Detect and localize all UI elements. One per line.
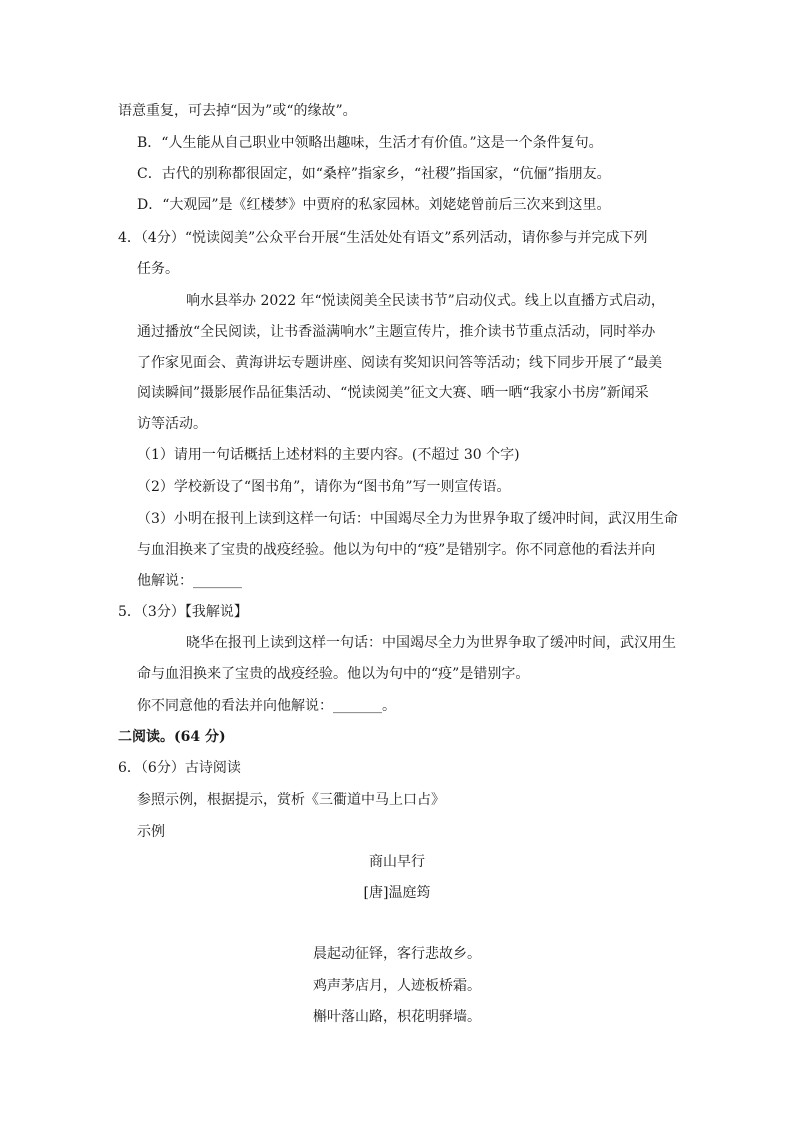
poem-line-2: 鸡声茅店月，人迹板桥霜。	[313, 978, 481, 994]
option-d: D．“大观园”是《红楼梦》中贾府的私家园林。刘姥姥曾前后三次来到这里。	[137, 197, 611, 213]
material-para-line-4: 阅读瞬间”摄影展作品征集活动、“悦读阅美”征文大赛、晒一晒“我家小书房”新闻采	[137, 385, 649, 401]
material-para-line-5: 访等活动。	[137, 416, 207, 432]
sub-question-2: （2）学校新设了“图书角”，请你为“图书角”写一则宣传语。	[137, 479, 511, 495]
sub-question-1: （1）请用一句话概括上述材料的主要内容。(不超过 30 个字)	[137, 447, 520, 463]
question-5-title: 5．（3分）【我解说】	[118, 604, 248, 620]
question-5-para-line-1: 晓华在报刊上读到这样一句话：中国竭尽全力为世界争取了缓冲时间，武汉用生	[186, 635, 676, 651]
question-5-para-line-2: 命与血泪换来了宝贵的战疫经验。他以为句中的“疫”是错别字。	[137, 666, 530, 682]
poem-line-3: 槲叶落山路，枳花明驿墙。	[313, 1009, 481, 1025]
material-para-line-3: 了作家见面会、黄海讲坛专题讲座、阅读有奖知识问答等活动；线下同步开展了“最美	[137, 355, 663, 371]
question-5-answer: 你不同意他的看法并向他解说：_______。	[137, 698, 396, 714]
sub-question-3-answer: 他解说：_______	[137, 573, 242, 589]
material-para-line-2: 通过播放“全民阅读，让书香溢满响水”主题宣传片，推介读书节重点活动，同时举办	[137, 324, 656, 340]
question-4-title-cont: 任务。	[137, 261, 179, 277]
sub-question-3: （3）小明在报刊上读到这样一句话：中国竭尽全力为世界争取了缓冲时间，武汉用生命	[137, 511, 678, 527]
material-para-line-1: 响水县举办 2022 年“悦读阅美全民读书节”启动仪式。线上以直播方式启动，	[186, 293, 665, 309]
example-label: 示例	[137, 824, 165, 840]
option-c: C．古代的别称都很固定，如“桑梓”指家乡，“社稷”指国家，“伉俪”指朋友。	[137, 166, 611, 182]
question-6-instruction: 参照示例，根据提示，赏析《三衢道中马上口占》	[137, 792, 445, 808]
poem-line-1: 晨起动征铎，客行悲故乡。	[313, 946, 481, 962]
option-b: B．“人生能从自己职业中领略出趣味，生活才有价值。”这是一个条件复句。	[137, 135, 603, 151]
sub-question-3-cont: 与血泪换来了宝贵的战疫经验。他以为句中的“疫”是错别字。你不同意他的看法并向	[137, 542, 656, 558]
question-6-title: 6．（6分）古诗阅读	[118, 760, 241, 776]
question-4-title: 4．（4分）“悦读阅美”公众平台开展“生活处处有语文”系列活动，请你参与并完成下列	[118, 230, 648, 246]
section-2-heading: 二阅读。(64 分)	[118, 729, 226, 745]
poem-author: [唐]温庭筠	[363, 885, 431, 901]
option-a-continuation: 语意重复，可去掉“因为”或“的缘故”。	[118, 103, 357, 119]
poem-title: 商山早行	[369, 854, 425, 870]
